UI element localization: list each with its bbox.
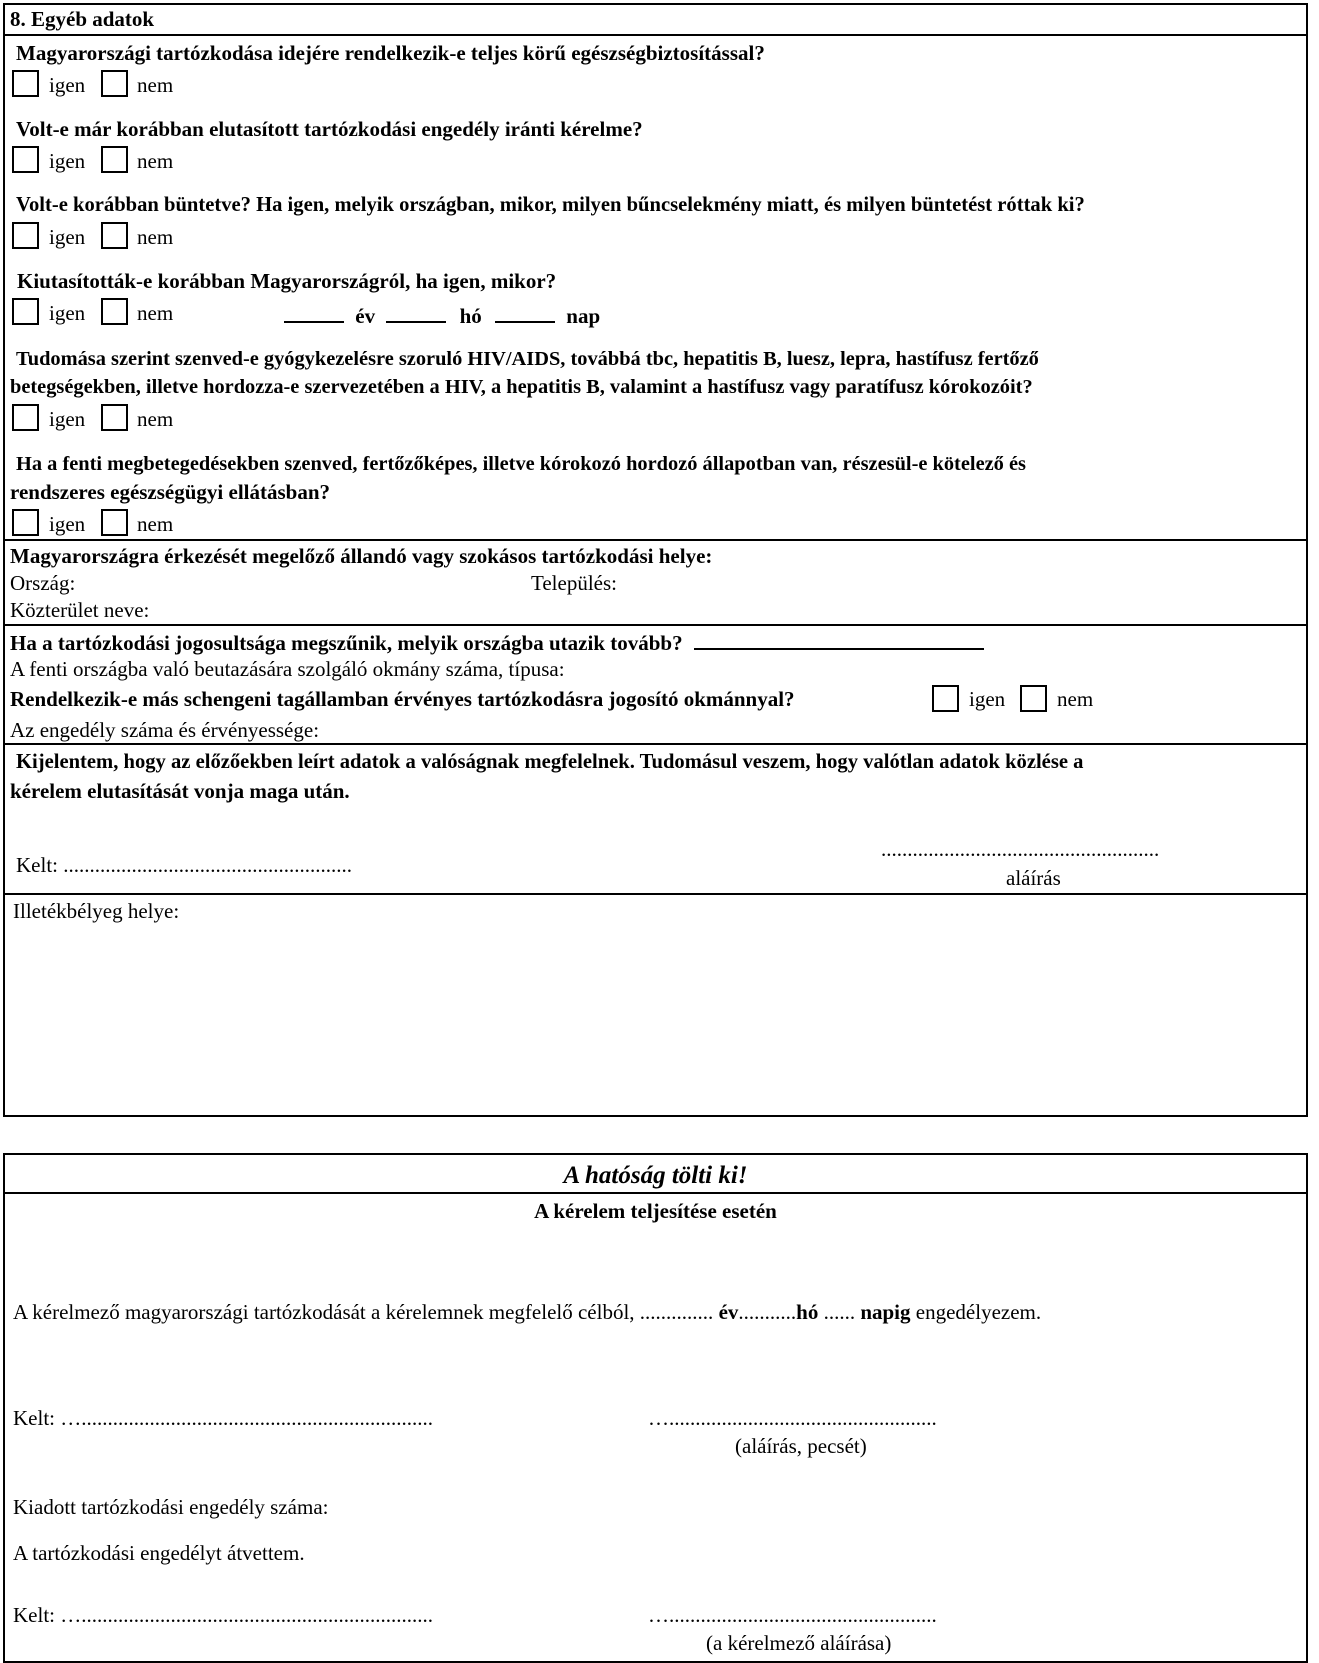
question-medical-care-line1: Ha a fenti megbetegedésekben szenved, fertőzőképes, illetve kórokozó hordozó állapotban van, részesül-e kötelező és <box>16 453 1026 475</box>
onward-travel-question <box>10 630 984 654</box>
schengen-yes-checkbox[interactable] <box>932 685 959 712</box>
no-label: nem <box>137 225 174 249</box>
question-infectious-disease-line2: betegségekben, illetve hordozza-e szervezetében a HIV, a hepatitis B, valamint a hastífusz vagy paratífusz kórokozóit? <box>10 376 1033 398</box>
stamp-place-label: Illetékbélyeg helye: <box>13 899 180 923</box>
divider <box>3 893 1308 895</box>
authority-signature-line[interactable]: …................................................... <box>648 1406 937 1430</box>
schengen-no-checkbox[interactable] <box>1020 685 1047 712</box>
question-expulsion: Kiutasították-e korábban Magyarországról, ha igen, mikor? <box>17 269 557 293</box>
no-label: nem <box>137 149 174 173</box>
question-infectious-disease-line1: Tudomása szerint szenved-e gyógykezelésre szoruló HIV/AIDS, továbbá tbc, hepatitis B, luesz, lepra, hastífusz fertőző <box>16 348 1039 370</box>
criminal-record-no-checkbox[interactable] <box>101 222 128 249</box>
question-criminal-record: Volt-e korábban büntetve? Ha igen, melyik országban, mikor, milyen bűncselekmény miatt, és milyen büntetést róttak ki? <box>16 194 1085 216</box>
onward-country-field[interactable] <box>694 630 984 650</box>
permit-received-label: A tartózkodási engedélyt átvettem. <box>13 1541 305 1565</box>
permit-statement-end: engedélyezem. <box>915 1300 1042 1324</box>
permit-day-label: napig <box>860 1300 911 1324</box>
permit-month-label: hó <box>796 1300 819 1324</box>
country-label: Ország: <box>10 571 76 595</box>
question-health-insurance: Magyarországi tartózkodása idejére rendelkezik-e teljes körű egészségbiztosítással? <box>16 41 765 65</box>
medical-care-yes-checkbox[interactable] <box>12 509 39 536</box>
yes-label: igen <box>49 301 86 325</box>
declaration-line1: Kijelentem, hogy az előzőekben leírt adatok a valóságnak megfelelnek. Tudomásul veszem, hogy valótlan adatok közlése a <box>16 751 1084 773</box>
rejected-application-yes-checkbox[interactable] <box>12 146 39 173</box>
question-medical-care-line2: rendszeres egészségügyi ellátásban? <box>10 480 331 504</box>
permit-month-field[interactable]: ........... <box>738 1300 797 1324</box>
permit-statement-start: A kérelmező magyarországi tartózkodását a kérelemnek megfelelő célból, .............. <box>13 1300 714 1324</box>
signature-label: aláírás <box>1006 866 1061 890</box>
declaration-line2: kérelem elutasítását vonja maga után. <box>10 779 350 803</box>
schengen-question: Rendelkezik-e más schengeni tagállamban érvényes tartózkodásra jogosító okmánnyal? <box>10 687 795 711</box>
issued-permit-number-label: Kiadott tartózkodási engedély száma: <box>13 1495 329 1519</box>
permit-day-field[interactable]: ...... <box>823 1300 856 1324</box>
expulsion-yes-checkbox[interactable] <box>12 298 39 325</box>
authority-signature-label: (aláírás, pecsét) <box>735 1434 867 1458</box>
yes-label: igen <box>49 149 86 173</box>
medical-care-no-checkbox[interactable] <box>101 509 128 536</box>
yes-label: igen <box>49 407 86 431</box>
infectious-disease-yes-checkbox[interactable] <box>12 404 39 431</box>
no-label: nem <box>137 512 174 536</box>
divider <box>3 743 1308 745</box>
yes-label: igen <box>49 512 86 536</box>
infectious-disease-no-checkbox[interactable] <box>101 404 128 431</box>
applicant-signature-label: (a kérelmező aláírása) <box>706 1631 892 1655</box>
applicant-signature-line[interactable]: …................................................... <box>648 1603 937 1627</box>
day-label: nap <box>566 304 601 328</box>
permit-statement <box>13 1302 1041 1323</box>
date-field[interactable]: Kelt: ....................................................... <box>16 853 352 877</box>
authority-date-field[interactable]: Kelt: …................................................................... <box>13 1406 433 1430</box>
expulsion-no-checkbox[interactable] <box>101 298 128 325</box>
month-label: hó <box>459 304 482 328</box>
expulsion-month-field[interactable] <box>386 303 446 323</box>
divider <box>3 539 1308 541</box>
no-label: nem <box>137 73 174 97</box>
criminal-record-yes-checkbox[interactable] <box>12 222 39 249</box>
health-insurance-no-checkbox[interactable] <box>101 70 128 97</box>
yes-label: igen <box>49 225 86 249</box>
travel-document-label: A fenti országba való beutazására szolgáló okmány száma, típusa: <box>10 657 565 681</box>
health-insurance-yes-checkbox[interactable] <box>12 70 39 97</box>
no-label: nem <box>1057 687 1094 711</box>
residence-title: Magyarországra érkezését megelőző állandó vagy szokásos tartózkodási helye: <box>10 544 713 568</box>
year-label: év <box>355 304 376 328</box>
permit-validity-label: Az engedély száma és érvényessége: <box>10 718 320 742</box>
authority-subtitle: A kérelem teljesítése esetén <box>534 1199 777 1223</box>
expulsion-day-field[interactable] <box>495 303 555 323</box>
question-rejected-application: Volt-e már korábban elutasított tartózkodási engedély iránti kérelme? <box>16 117 643 141</box>
settlement-label: Település: <box>531 571 617 595</box>
authority-title: A hatóság tölti ki! <box>563 1162 748 1189</box>
section8-header: 8. Egyéb adatok <box>10 7 155 31</box>
divider <box>3 1192 1308 1194</box>
signature-line[interactable]: ..................................................... <box>881 837 1160 861</box>
yes-label: igen <box>969 687 1006 711</box>
no-label: nem <box>137 301 174 325</box>
no-label: nem <box>137 407 174 431</box>
onward-travel-label: Ha a tartózkodási jogosultsága megszűnik, melyik országba utazik tovább? <box>10 631 683 655</box>
permit-year-label: év <box>718 1300 739 1324</box>
expulsion-year-field[interactable] <box>284 303 344 323</box>
applicant-date-field[interactable]: Kelt: …................................................................... <box>13 1603 433 1627</box>
rejected-application-no-checkbox[interactable] <box>101 146 128 173</box>
section8-header-divider <box>3 34 1308 36</box>
street-label: Közterület neve: <box>10 598 150 622</box>
yes-label: igen <box>49 73 86 97</box>
divider <box>3 624 1308 626</box>
expulsion-date <box>284 303 600 327</box>
